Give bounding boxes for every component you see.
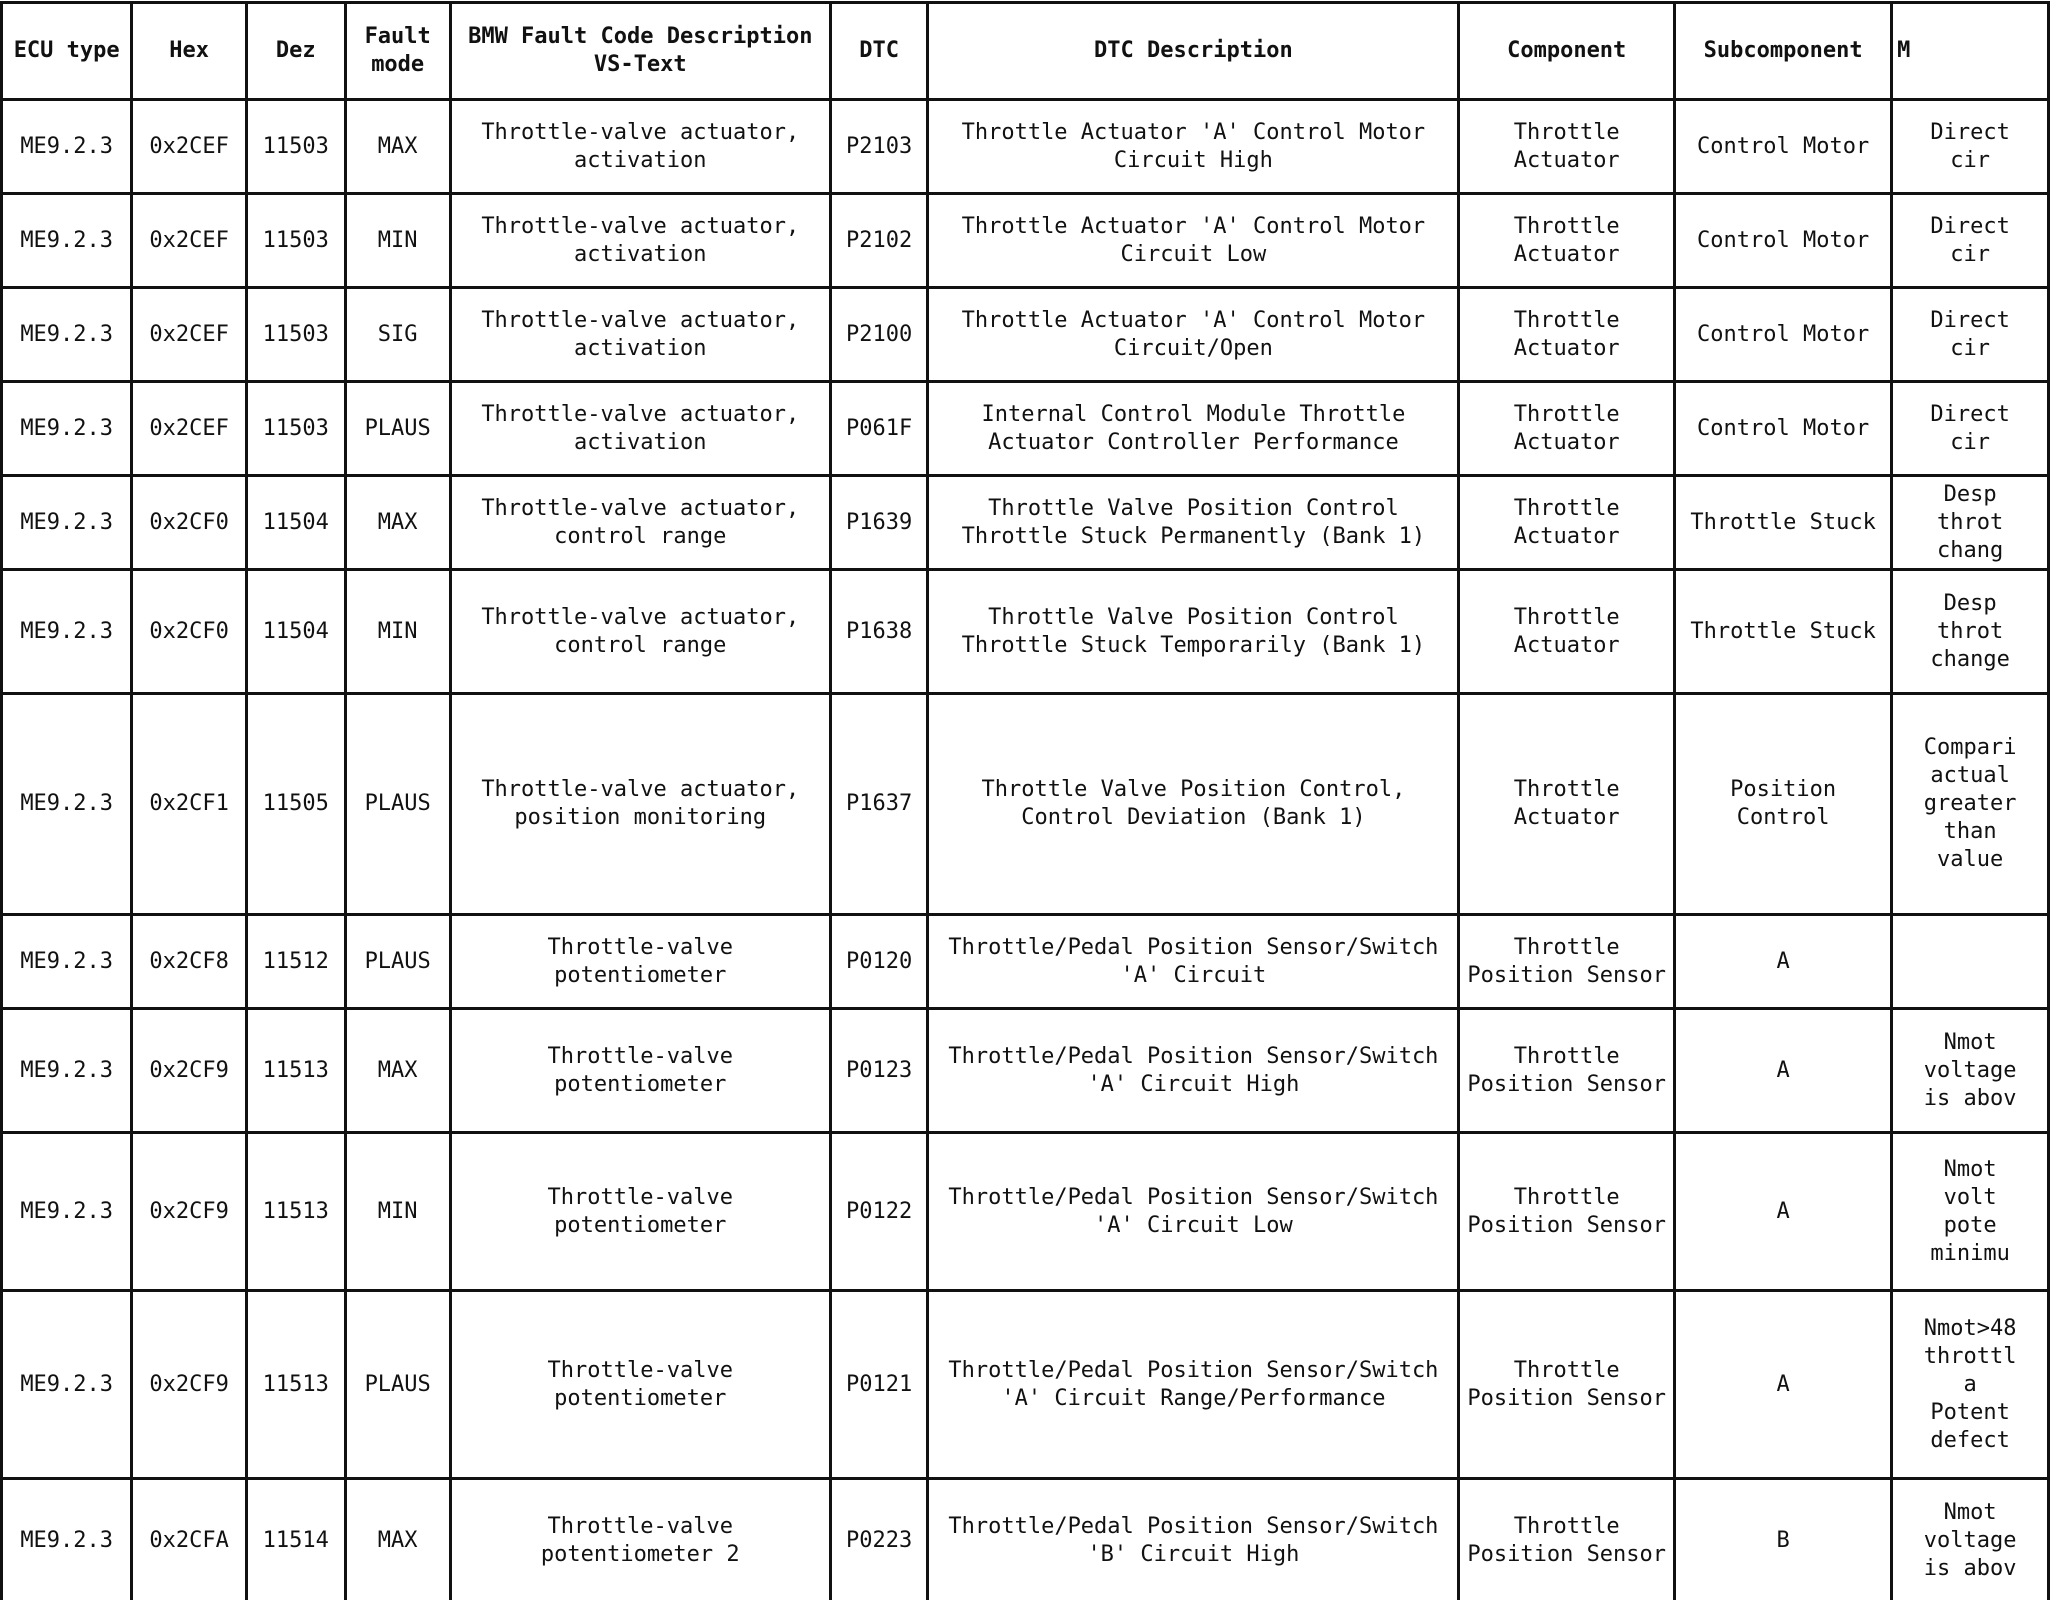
cell-bmw-description: Throttle-valve actuator, position monitoring — [450, 694, 830, 915]
cell-component: Throttle Actuator — [1459, 694, 1675, 915]
cell-ecu-type: ME9.2.3 — [2, 1133, 132, 1291]
table-body — [2, 100, 2049, 1600]
cell-component: Throttle Position Sensor — [1459, 915, 1675, 1009]
cell-dtc-description: Throttle Valve Position Control Throttle Stuck Temporarily (Bank 1) — [928, 570, 1459, 694]
cell-dez: 11505 — [246, 694, 345, 915]
cell-hex: 0x2CF0 — [132, 476, 247, 570]
cell-dez: 11513 — [246, 1133, 345, 1291]
cell-truncated-column: Compari actual greater than value — [1892, 694, 2049, 915]
cell-component: Throttle Position Sensor — [1459, 1133, 1675, 1291]
cell-dtc-description: Throttle/Pedal Position Sensor/Switch 'B' Circuit High — [928, 1479, 1459, 1600]
header-ecu-type: ECU type — [2, 3, 132, 100]
cell-subcomponent: B — [1675, 1479, 1892, 1600]
cell-truncated-column: Direct cir — [1892, 382, 2049, 476]
cell-bmw-description: Throttle-valve actuator, control range — [450, 476, 830, 570]
cell-fault-mode: MIN — [345, 570, 450, 694]
table-row — [2, 194, 2049, 288]
cell-hex: 0x2CF0 — [132, 570, 247, 694]
cell-dtc-description: Throttle Valve Position Control, Control Deviation (Bank 1) — [928, 694, 1459, 915]
table-row — [2, 1009, 2049, 1133]
cell-component: Throttle Position Sensor — [1459, 1009, 1675, 1133]
cell-hex: 0x2CEF — [132, 194, 247, 288]
cell-dtc: P0122 — [830, 1133, 928, 1291]
cell-dez: 11503 — [246, 288, 345, 382]
cell-bmw-description: Throttle-valve potentiometer — [450, 915, 830, 1009]
cell-truncated-column: Desp throt chang — [1892, 476, 2049, 570]
header-component: Component — [1459, 3, 1675, 100]
cell-dtc: P1639 — [830, 476, 928, 570]
cell-dez: 11514 — [246, 1479, 345, 1600]
cell-fault-mode: PLAUS — [345, 915, 450, 1009]
cell-dez: 11512 — [246, 915, 345, 1009]
cell-truncated-column: Direct cir — [1892, 100, 2049, 194]
cell-bmw-description: Throttle-valve potentiometer — [450, 1009, 830, 1133]
cell-dtc: P2103 — [830, 100, 928, 194]
header-truncated-column: M — [1892, 3, 2049, 100]
cell-fault-mode: PLAUS — [345, 382, 450, 476]
cell-dtc-description: Throttle/Pedal Position Sensor/Switch 'A' Circuit Low — [928, 1133, 1459, 1291]
cell-fault-mode: MIN — [345, 194, 450, 288]
cell-dtc-description: Throttle/Pedal Position Sensor/Switch 'A' Circuit High — [928, 1009, 1459, 1133]
cell-bmw-description: Throttle-valve actuator, activation — [450, 382, 830, 476]
cell-hex: 0x2CF1 — [132, 694, 247, 915]
cell-dtc: P2100 — [830, 288, 928, 382]
cell-subcomponent: A — [1675, 915, 1892, 1009]
cell-dtc: P0123 — [830, 1009, 928, 1133]
header-row — [2, 3, 2049, 100]
cell-truncated-column: Nmot voltage is abov — [1892, 1009, 2049, 1133]
table-row — [2, 100, 2049, 194]
cell-hex: 0x2CEF — [132, 288, 247, 382]
cell-dtc: P0121 — [830, 1291, 928, 1479]
cell-bmw-description: Throttle-valve actuator, activation — [450, 288, 830, 382]
cell-component: Throttle Actuator — [1459, 570, 1675, 694]
cell-dtc: P0223 — [830, 1479, 928, 1600]
header-dez: Dez — [246, 3, 345, 100]
cell-truncated-column: Desp throt change — [1892, 570, 2049, 694]
cell-truncated-column: Direct cir — [1892, 288, 2049, 382]
table-row — [2, 1479, 2049, 1600]
cell-dez: 11504 — [246, 570, 345, 694]
header-subcomponent: Subcomponent — [1675, 3, 1892, 100]
cell-hex: 0x2CF8 — [132, 915, 247, 1009]
cell-hex: 0x2CEF — [132, 382, 247, 476]
header-dtc: DTC — [830, 3, 928, 100]
cell-hex: 0x2CF9 — [132, 1009, 247, 1133]
table-row — [2, 476, 2049, 570]
cell-dez: 11503 — [246, 382, 345, 476]
cell-truncated-column: Direct cir — [1892, 194, 2049, 288]
cell-subcomponent: Control Motor — [1675, 382, 1892, 476]
cell-ecu-type: ME9.2.3 — [2, 915, 132, 1009]
table-row — [2, 1291, 2049, 1479]
cell-subcomponent: Control Motor — [1675, 100, 1892, 194]
cell-dez: 11503 — [246, 100, 345, 194]
cell-hex: 0x2CFA — [132, 1479, 247, 1600]
cell-component: Throttle Position Sensor — [1459, 1291, 1675, 1479]
cell-dtc-description: Throttle Actuator 'A' Control Motor Circuit/Open — [928, 288, 1459, 382]
cell-ecu-type: ME9.2.3 — [2, 1009, 132, 1133]
cell-dtc: P1637 — [830, 694, 928, 915]
fault-code-table — [0, 1, 2050, 1600]
cell-subcomponent: Position Control — [1675, 694, 1892, 915]
cell-truncated-column: Nmot>48 throttl a Potent defect — [1892, 1291, 2049, 1479]
cell-fault-mode: PLAUS — [345, 694, 450, 915]
cell-hex: 0x2CF9 — [132, 1133, 247, 1291]
cell-hex: 0x2CF9 — [132, 1291, 247, 1479]
cell-component: Throttle Actuator — [1459, 194, 1675, 288]
cell-dtc: P061F — [830, 382, 928, 476]
cell-fault-mode: MAX — [345, 1009, 450, 1133]
table-row — [2, 382, 2049, 476]
cell-ecu-type: ME9.2.3 — [2, 570, 132, 694]
cell-dtc: P0120 — [830, 915, 928, 1009]
cell-bmw-description: Throttle-valve potentiometer — [450, 1291, 830, 1479]
table-row — [2, 694, 2049, 915]
cell-ecu-type: ME9.2.3 — [2, 1479, 132, 1600]
cell-ecu-type: ME9.2.3 — [2, 476, 132, 570]
cell-component: Throttle Position Sensor — [1459, 1479, 1675, 1600]
cell-subcomponent: A — [1675, 1009, 1892, 1133]
cell-dtc-description: Throttle Actuator 'A' Control Motor Circuit High — [928, 100, 1459, 194]
cell-ecu-type: ME9.2.3 — [2, 100, 132, 194]
cell-truncated-column: Nmot volt pote minimu — [1892, 1133, 2049, 1291]
cell-fault-mode: MIN — [345, 1133, 450, 1291]
table-row — [2, 915, 2049, 1009]
cell-bmw-description: Throttle-valve potentiometer 2 — [450, 1479, 830, 1600]
cell-bmw-description: Throttle-valve actuator, control range — [450, 570, 830, 694]
table-row — [2, 1133, 2049, 1291]
cell-fault-mode: PLAUS — [345, 1291, 450, 1479]
table-row — [2, 570, 2049, 694]
cell-component: Throttle Actuator — [1459, 100, 1675, 194]
cell-subcomponent: Throttle Stuck — [1675, 476, 1892, 570]
cell-subcomponent: Throttle Stuck — [1675, 570, 1892, 694]
cell-bmw-description: Throttle-valve potentiometer — [450, 1133, 830, 1291]
table-row — [2, 288, 2049, 382]
cell-bmw-description: Throttle-valve actuator, activation — [450, 100, 830, 194]
cell-subcomponent: Control Motor — [1675, 194, 1892, 288]
cell-truncated-column — [1892, 915, 2049, 1009]
cell-component: Throttle Actuator — [1459, 382, 1675, 476]
cell-dtc-description: Throttle Valve Position Control Throttle Stuck Permanently (Bank 1) — [928, 476, 1459, 570]
cell-fault-mode: MAX — [345, 476, 450, 570]
cell-ecu-type: ME9.2.3 — [2, 1291, 132, 1479]
cell-dez: 11504 — [246, 476, 345, 570]
cell-fault-mode: SIG — [345, 288, 450, 382]
cell-dtc: P1638 — [830, 570, 928, 694]
cell-subcomponent: A — [1675, 1291, 1892, 1479]
cell-truncated-column: Nmot voltage is abov — [1892, 1479, 2049, 1600]
header-bmw-description: BMW Fault Code Description VS-Text — [450, 3, 830, 100]
header-fault-mode: Fault mode — [345, 3, 450, 100]
cell-component: Throttle Actuator — [1459, 288, 1675, 382]
cell-ecu-type: ME9.2.3 — [2, 194, 132, 288]
cell-hex: 0x2CEF — [132, 100, 247, 194]
cell-dez: 11513 — [246, 1009, 345, 1133]
cell-dtc-description: Throttle/Pedal Position Sensor/Switch 'A' Circuit — [928, 915, 1459, 1009]
cell-dtc-description: Throttle/Pedal Position Sensor/Switch 'A' Circuit Range/Performance — [928, 1291, 1459, 1479]
cell-fault-mode: MAX — [345, 100, 450, 194]
cell-ecu-type: ME9.2.3 — [2, 694, 132, 915]
cell-subcomponent: A — [1675, 1133, 1892, 1291]
cell-dez: 11503 — [246, 194, 345, 288]
cell-dez: 11513 — [246, 1291, 345, 1479]
cell-dtc-description: Throttle Actuator 'A' Control Motor Circuit Low — [928, 194, 1459, 288]
cell-ecu-type: ME9.2.3 — [2, 288, 132, 382]
header-hex: Hex — [132, 3, 247, 100]
cell-bmw-description: Throttle-valve actuator, activation — [450, 194, 830, 288]
cell-dtc-description: Internal Control Module Throttle Actuator Controller Performance — [928, 382, 1459, 476]
cell-ecu-type: ME9.2.3 — [2, 382, 132, 476]
cell-fault-mode: MAX — [345, 1479, 450, 1600]
cell-subcomponent: Control Motor — [1675, 288, 1892, 382]
cell-dtc: P2102 — [830, 194, 928, 288]
cell-component: Throttle Actuator — [1459, 476, 1675, 570]
header-dtc-description: DTC Description — [928, 3, 1459, 100]
